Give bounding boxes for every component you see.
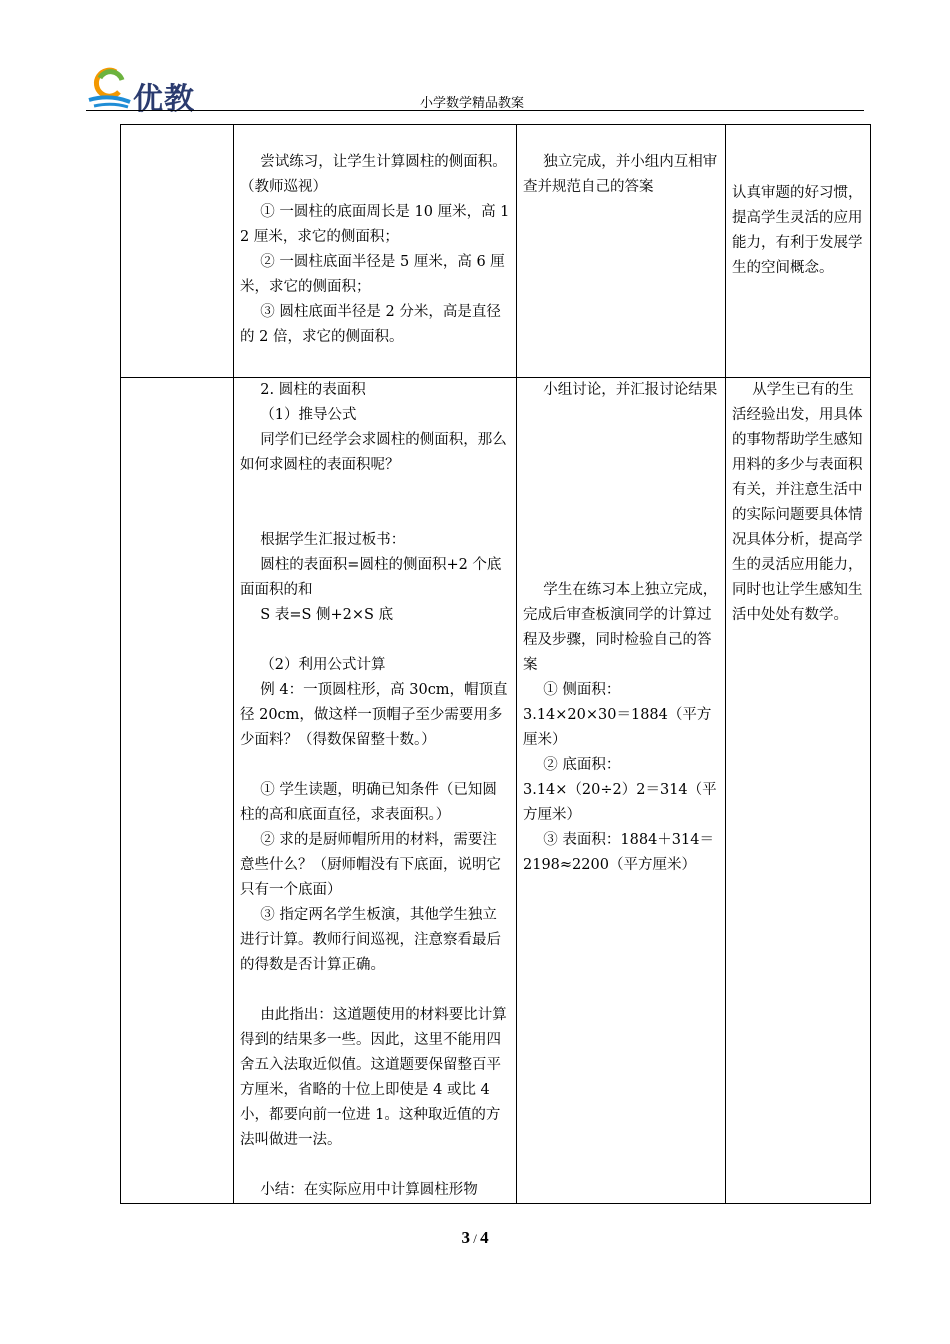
teacher-text: ③ 圆柱底面半径是 2 分米，高是直径的 2 倍，求它的侧面积。 [240, 304, 501, 345]
student-text: 独立完成，并小组内互相审查并规范自己的答案 [523, 154, 718, 195]
teacher-activity-cell [234, 378, 517, 1204]
page-current: 3 [461, 1228, 470, 1247]
teacher-activity-cell [234, 125, 517, 378]
teacher-text: ③ 指定两名学生板演，其他学生独立进行计算。教师行间巡视，注意察看最后的得数是否计算正确。 [240, 907, 501, 973]
intent-text: 从学生已有的生活经验出发，用具体的事物帮助学生感知用料的多少与表面积有关，并注意生活中的实际问题要具体情况具体分析，提高学生的灵活应用能力，同时也让学生感知生活中处处有数学。 [732, 382, 863, 623]
teacher-text: 例 4：一顶圆柱形，高 30cm，帽顶直径 20cm，做这样一顶帽子至少需要用多少面料？（得数保留整十数。） [240, 682, 508, 748]
teacher-text: 尝试练习，让学生计算圆柱的侧面积。（教师巡视） [240, 154, 507, 195]
student-text: ① 侧面积： [543, 682, 621, 698]
student-text: 学生在练习本上独立完成，完成后审查板演同学的计算过程及步骤，同时检验自己的答案 [523, 582, 718, 673]
student-text: ③ 表面积：1884＋314＝2198≈2200（平方厘米） [523, 832, 714, 873]
page-number [0, 1228, 950, 1248]
student-activity-cell [517, 125, 726, 378]
table-row [121, 125, 871, 378]
page-total: 4 [480, 1228, 489, 1247]
teacher-text: S 表=S 侧+2×S 底 [260, 607, 394, 623]
teacher-text: 同学们已经学会求圆柱的侧面积，那么如何求圆柱的表面积呢？ [240, 432, 507, 473]
teacher-text: 根据学生汇报过板书： [260, 532, 406, 548]
teacher-text: ① 一圆柱的底面周长是 10 厘米，高 12 厘米，求它的侧面积； [240, 204, 510, 245]
student-text: 3.14×（20÷2）2＝314（平方厘米） [523, 782, 717, 823]
student-text: 3.14×20×30＝1884（平方厘米） [523, 707, 712, 748]
teacher-text: 小结：在实际应用中计算圆柱形物 [260, 1182, 478, 1198]
teacher-text: （2）利用公式计算 [260, 657, 386, 673]
design-intent-cell [726, 378, 871, 1204]
teacher-text: 圆柱的表面积=圆柱的侧面积+2 个底面面积的和 [240, 557, 502, 598]
header-divider [86, 110, 864, 111]
teacher-text: 2. 圆柱的表面积 [260, 382, 366, 398]
stage-cell [121, 378, 234, 1204]
intent-text: 认真审题的好习惯，提高学生灵活的应用能力，有利于发展学生的空间概念。 [732, 185, 863, 276]
teacher-text: ② 一圆柱底面半径是 5 厘米，高 6 厘米，求它的侧面积； [240, 254, 505, 295]
table-row [121, 378, 871, 1204]
teacher-text: ① 学生读题，明确已知条件（已知圆柱的高和底面直径，求表面积。） [240, 782, 497, 823]
brand-name: 优教 [133, 82, 195, 117]
teacher-text: 由此指出：这道题使用的材料要比计算得到的结果多一些。因此，这里不能用四舍五入法取近似值。这道题要保留整百平方厘米，省略的十位上即使是 4 或比 4 小，都要向前一位进 1。这种取近值的方法叫做进一法。 [240, 1007, 507, 1148]
page-separator: / [469, 1231, 481, 1246]
design-intent-cell [726, 125, 871, 378]
teacher-text: ② 求的是厨师帽所用的材料，需要注意些什么？（厨师帽没有下底面，说明它只有一个底面） [240, 832, 501, 898]
student-activity-cell [517, 378, 726, 1204]
student-text: 小组讨论，并汇报讨论结果 [543, 382, 718, 398]
document-title: 小学数学精品教案 [420, 96, 525, 111]
student-text: ② 底面积： [543, 757, 621, 773]
lesson-plan-table [120, 124, 871, 1204]
stage-cell [121, 125, 234, 378]
teacher-text: （1）推导公式 [260, 407, 357, 423]
